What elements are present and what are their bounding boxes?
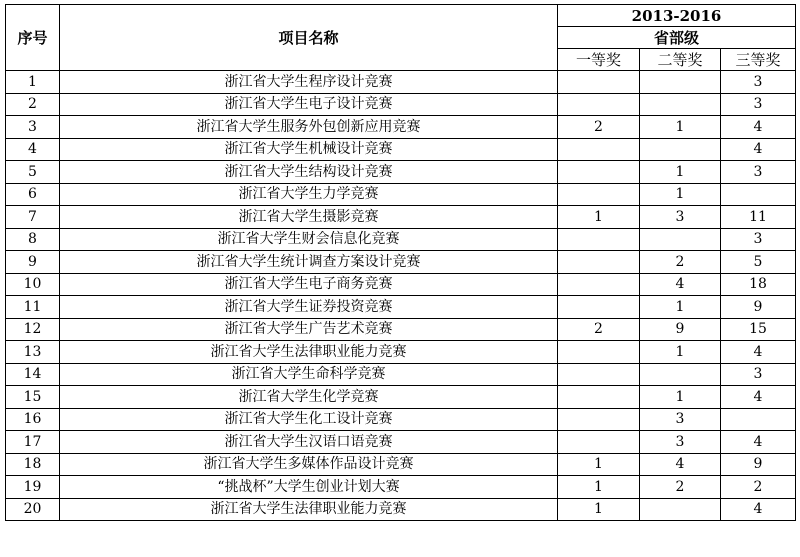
cell-third-prize: 3 [721,228,796,251]
cell-first-prize: 1 [558,453,640,476]
cell-first-prize [558,93,640,116]
cell-project-name: 浙江省大学生法律职业能力竞赛 [60,498,558,521]
cell-first-prize [558,273,640,296]
cell-project-name: 浙江省大学生摄影竞赛 [60,206,558,229]
cell-second-prize: 1 [640,183,721,206]
cell-second-prize: 3 [640,206,721,229]
cell-second-prize: 2 [640,476,721,499]
table-row [6,363,796,386]
table-row [6,318,796,341]
cell-project-name: 浙江省大学生力学竞赛 [60,183,558,206]
table-row [6,183,796,206]
cell-third-prize: 2 [721,476,796,499]
cell-first-prize [558,138,640,161]
cell-project-name: 浙江省大学生统计调查方案设计竞赛 [60,251,558,274]
table-row [6,386,796,409]
table-row [6,408,796,431]
cell-project-name: 浙江省大学生法律职业能力竞赛 [60,341,558,364]
cell-first-prize: 2 [558,318,640,341]
cell-project-name: 浙江省大学生财会信息化竞赛 [60,228,558,251]
cell-seq: 13 [6,341,60,364]
cell-third-prize: 3 [721,363,796,386]
table-body [6,71,796,521]
cell-second-prize [640,138,721,161]
header-period: 2013-2016 [558,5,796,27]
cell-third-prize: 15 [721,318,796,341]
cell-second-prize: 4 [640,453,721,476]
cell-first-prize: 1 [558,206,640,229]
award-table [5,4,796,521]
cell-second-prize: 3 [640,431,721,454]
table-row [6,161,796,184]
table-row [6,431,796,454]
award-table-container [5,4,796,521]
cell-seq: 19 [6,476,60,499]
table-row [6,273,796,296]
cell-project-name: 浙江省大学生程序设计竞赛 [60,71,558,94]
cell-seq: 1 [6,71,60,94]
cell-third-prize: 4 [721,386,796,409]
cell-project-name: 浙江省大学生广告艺术竞赛 [60,318,558,341]
cell-project-name: 浙江省大学生机械设计竞赛 [60,138,558,161]
cell-second-prize: 9 [640,318,721,341]
table-row [6,341,796,364]
table-row [6,138,796,161]
cell-third-prize: 4 [721,138,796,161]
cell-seq: 7 [6,206,60,229]
cell-first-prize [558,341,640,364]
cell-second-prize: 1 [640,296,721,319]
cell-third-prize [721,183,796,206]
header-second-prize: 二等奖 [640,49,721,71]
cell-second-prize: 1 [640,341,721,364]
table-row [6,453,796,476]
table-row [6,476,796,499]
cell-third-prize: 3 [721,71,796,94]
cell-seq: 8 [6,228,60,251]
cell-project-name: 浙江省大学生多媒体作品设计竞赛 [60,453,558,476]
cell-project-name: 浙江省大学生服务外包创新应用竞赛 [60,116,558,139]
cell-second-prize: 1 [640,386,721,409]
table-row [6,93,796,116]
cell-project-name: 浙江省大学生化工设计竞赛 [60,408,558,431]
cell-first-prize [558,161,640,184]
cell-third-prize: 5 [721,251,796,274]
cell-second-prize [640,363,721,386]
cell-seq: 5 [6,161,60,184]
cell-project-name: “挑战杯”大学生创业计划大赛 [60,476,558,499]
cell-third-prize: 3 [721,161,796,184]
cell-seq: 18 [6,453,60,476]
cell-first-prize [558,363,640,386]
header-third-prize: 三等奖 [721,49,796,71]
table-row [6,116,796,139]
header-name: 项目名称 [60,5,558,71]
table-row [6,296,796,319]
cell-third-prize: 4 [721,498,796,521]
header-level: 省部级 [558,27,796,49]
cell-project-name: 浙江省大学生电子商务竞赛 [60,273,558,296]
header-seq: 序号 [6,5,60,71]
cell-third-prize: 9 [721,453,796,476]
cell-seq: 15 [6,386,60,409]
cell-seq: 4 [6,138,60,161]
cell-seq: 2 [6,93,60,116]
cell-seq: 9 [6,251,60,274]
cell-third-prize: 9 [721,296,796,319]
table-row [6,71,796,94]
cell-second-prize: 2 [640,251,721,274]
cell-first-prize [558,71,640,94]
cell-second-prize [640,498,721,521]
cell-project-name: 浙江省大学生电子设计竞赛 [60,93,558,116]
cell-second-prize: 3 [640,408,721,431]
header-first-prize: 一等奖 [558,49,640,71]
cell-second-prize [640,71,721,94]
cell-project-name: 浙江省大学生证券投资竞赛 [60,296,558,319]
cell-first-prize [558,408,640,431]
cell-seq: 14 [6,363,60,386]
cell-seq: 10 [6,273,60,296]
cell-first-prize: 1 [558,498,640,521]
cell-third-prize: 18 [721,273,796,296]
cell-seq: 20 [6,498,60,521]
cell-third-prize: 4 [721,116,796,139]
cell-seq: 17 [6,431,60,454]
cell-third-prize: 3 [721,93,796,116]
cell-third-prize: 11 [721,206,796,229]
cell-second-prize [640,228,721,251]
table-row [6,206,796,229]
cell-second-prize: 1 [640,161,721,184]
cell-third-prize: 4 [721,431,796,454]
table-row [6,228,796,251]
cell-first-prize [558,251,640,274]
cell-third-prize [721,408,796,431]
cell-first-prize: 2 [558,116,640,139]
cell-second-prize [640,93,721,116]
cell-second-prize: 4 [640,273,721,296]
cell-first-prize [558,183,640,206]
cell-seq: 16 [6,408,60,431]
table-row [6,251,796,274]
cell-first-prize [558,431,640,454]
cell-project-name: 浙江省大学生化学竞赛 [60,386,558,409]
cell-seq: 3 [6,116,60,139]
cell-first-prize: 1 [558,476,640,499]
cell-project-name: 浙江省大学生汉语口语竞赛 [60,431,558,454]
cell-third-prize: 4 [721,341,796,364]
table-row [6,498,796,521]
cell-project-name: 浙江省大学生结构设计竞赛 [60,161,558,184]
cell-first-prize [558,228,640,251]
cell-first-prize [558,386,640,409]
cell-first-prize [558,296,640,319]
cell-seq: 11 [6,296,60,319]
cell-second-prize: 1 [640,116,721,139]
cell-project-name: 浙江省大学生命科学竞赛 [60,363,558,386]
cell-seq: 6 [6,183,60,206]
cell-seq: 12 [6,318,60,341]
